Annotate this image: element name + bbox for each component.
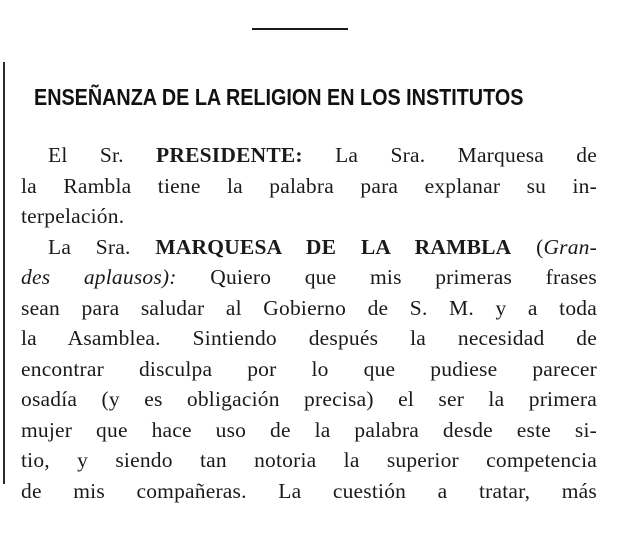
text-line (21, 415, 597, 446)
text-run: la Rambla tiene la palabra para explanar su in- (21, 173, 597, 198)
top-rule (252, 28, 348, 30)
speaker-name: PRESIDENTE: (156, 143, 303, 167)
stage-direction: Gran- (543, 234, 597, 259)
text-line (21, 384, 597, 415)
text-line (21, 171, 597, 202)
text-run: La Sra. Marquesa de (302, 143, 597, 167)
section-heading: ENSEÑANZA DE LA RELIGION EN LOS INSTITUTOS (34, 84, 524, 110)
text-line (21, 293, 597, 324)
stage-direction: des aplausos): (21, 265, 177, 289)
text-run: la Asamblea. Sintiendo después la necesidad de (21, 326, 597, 350)
text-line (21, 323, 597, 354)
text-run: osadía (y es obligación precisa) el ser la primera (21, 387, 597, 411)
text-line (21, 262, 597, 293)
text-run: encontrar disculpa por lo que pudiese parecer (21, 356, 597, 381)
text-line (21, 140, 597, 171)
text-run: mujer que hace uso de la palabra desde este si- (21, 417, 597, 442)
text-line (21, 445, 597, 476)
text-line (21, 201, 597, 232)
text-run: tio, y siendo tan notoria la superior competencia (21, 448, 597, 472)
text-line (21, 232, 597, 263)
text-run: ( (511, 234, 544, 259)
speaker-name: MARQUESA DE LA RAMBLA (155, 234, 512, 259)
text-line (21, 354, 597, 385)
text-run: El Sr. (48, 143, 157, 167)
text-run: sean para saludar al Gobierno de S. M. y a toda (21, 295, 597, 320)
text-line (21, 476, 597, 507)
text-run: La Sra. (48, 234, 156, 259)
body-text (21, 140, 597, 506)
text-run: de mis compañeras. La cuestión a tratar, más (21, 478, 597, 503)
text-run: Quiero que mis primeras frases (176, 265, 597, 289)
left-margin-rule (3, 62, 5, 484)
text-run: terpelación. (21, 204, 125, 228)
